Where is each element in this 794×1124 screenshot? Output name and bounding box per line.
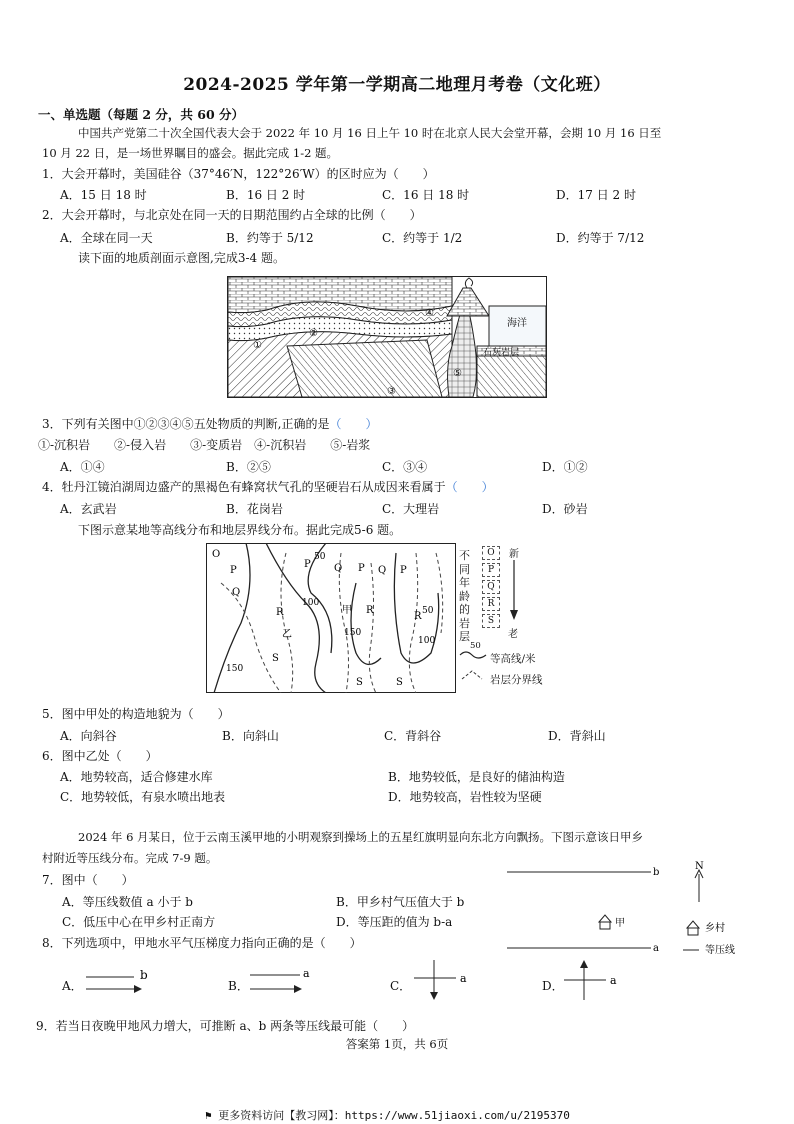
contour-label-50-1: 50 [314, 552, 326, 562]
question-9-stem: 9．若当日夜晚甲地风力增大，可推断 a、b 两条等压线最可能（ ） [36, 1019, 415, 1033]
point-jia-label: 甲 [615, 918, 625, 929]
question-6-stem: 6．图中乙处（ ） [42, 749, 158, 763]
legend-village-label: 乡村 [705, 923, 725, 934]
option-d-label-a: a [610, 974, 617, 987]
legend-age-arrow [509, 560, 519, 622]
legend-contour-text: 等高线/米 [490, 653, 536, 665]
map-layer-Q-1: Q [232, 587, 241, 598]
map-layer-P-1: P [230, 565, 237, 576]
map-layer-R-3: R [414, 611, 422, 622]
contour-label-100-2: 100 [418, 636, 436, 646]
intro-paragraph-2: 读下面的地质剖面示意图,完成3-4 题。 [78, 251, 285, 265]
legend-strata-column: O P Q R S [482, 546, 500, 628]
marker-1: ① [253, 340, 262, 351]
question-7-option-c[interactable]: C．低压中心在甲乡村正南方 [62, 915, 216, 929]
map-layer-S-2: S [356, 677, 363, 688]
legend-vertical-label: 不 同 年 龄 的 岩 层 [459, 549, 470, 643]
map-layer-P-2: P [304, 559, 311, 570]
map-layer-P-4: P [400, 565, 407, 576]
contour-label-50-2: 50 [422, 606, 434, 616]
intro-paragraph-4: 2024 年 6 月某日，位于云南玉溪甲地的小明观察到操场上的五星红旗明显向东北方向飘扬。下图示意该日甲乡 [78, 830, 644, 844]
question-4-option-c[interactable]: C．大理岩 [382, 502, 440, 516]
map-layer-Q-2: Q [334, 563, 343, 574]
question-2-stem: 2．大会开幕时，与北京处在同一天的日期范围约占全球的比例（ ） [42, 208, 422, 222]
geologic-section-figure [227, 276, 547, 398]
question-2-option-b[interactable]: B．约等于 5/12 [226, 231, 314, 245]
marker-4: ④ [425, 308, 434, 319]
question-4-option-d[interactable]: D．砂岩 [542, 502, 588, 516]
map-point-yi: 乙 [282, 629, 292, 640]
option-b-diagram [246, 965, 318, 995]
question-3-option-c[interactable]: C．③④ [382, 460, 428, 474]
contour-label-100-1: 100 [302, 598, 320, 608]
question-4-option-b[interactable]: B．花岗岩 [226, 502, 283, 516]
legend-isobar-label: 等压线 [705, 945, 735, 956]
page-title: 2024-2025 学年第一学期高二地理月考卷（文化班） [183, 75, 611, 95]
question-6-option-b[interactable]: B．地势较低，是良好的储油构造 [388, 770, 565, 784]
option-d-diagram [562, 956, 622, 1004]
intro-paragraph-4-cont: 村附近等压线分布。完成 7-9 题。 [42, 851, 218, 865]
map-layer-R-1: R [276, 607, 284, 618]
legend-symbols [458, 645, 488, 685]
question-6-option-c[interactable]: C．地势较低，有泉水喷出地表 [60, 790, 226, 804]
map-layer-Q-3: Q [378, 565, 387, 576]
question-8-option-c[interactable]: C． [390, 979, 412, 993]
map-point-jia: 甲 [342, 605, 352, 616]
question-4-stem: 4．牡丹江镜泊湖周边盛产的黑褐色有蜂窝状气孔的坚硬岩石从成因来看属于（ ） [42, 480, 494, 494]
question-7-option-d[interactable]: D．等压距的值为 b-a [336, 915, 453, 929]
question-1-option-c[interactable]: C．16 日 18 时 [382, 188, 470, 202]
question-6-option-a[interactable]: A．地势较高，适合修建水库 [60, 770, 213, 784]
question-7-stem: 7．图中（ ） [42, 873, 134, 887]
question-3-list: ①-沉积岩 ②-侵入岩 ③-变质岩 ④-沉积岩 ⑤-岩浆 [38, 438, 371, 452]
question-5-option-a[interactable]: A．向斜谷 [60, 729, 117, 743]
question-5-option-c[interactable]: C．背斜谷 [384, 729, 442, 743]
isobar-figure [505, 860, 755, 960]
option-c-label-a: a [460, 972, 467, 985]
question-1-stem: 1．大会开幕时，美国硅谷（37°46′N，122°26′W）的区时应为（ ） [42, 167, 435, 181]
option-a-label-b: b [140, 968, 148, 982]
contour-label-150-1: 150 [344, 628, 362, 638]
question-8-option-a[interactable]: A． [62, 979, 83, 993]
question-3-option-b[interactable]: B．②⑤ [226, 460, 271, 474]
isobar-label-b: b [653, 867, 660, 878]
question-4-option-a[interactable]: A．玄武岩 [60, 502, 117, 516]
question-1-option-b[interactable]: B．16 日 2 时 [226, 188, 306, 202]
question-2-option-a[interactable]: A．全球在同一天 [60, 231, 153, 245]
option-c-diagram [412, 958, 472, 1004]
marker-5: ⑤ [453, 368, 462, 379]
legend-old-label: 老 [508, 629, 518, 640]
page-number: 答案第 1页，共 6页 [345, 1037, 449, 1051]
marker-2: ② [309, 328, 318, 339]
flag-icon: ⚑ [205, 1109, 219, 1122]
north-label: N [695, 861, 704, 872]
map-layer-P-3: P [358, 563, 365, 574]
question-8-option-d[interactable]: D． [542, 979, 564, 993]
intro-paragraph-1: 中国共产党第二十次全国代表大会于 2022 年 10 月 16 日上午 10 时在北京人民大会堂开幕，会期 10 月 16 日至 [78, 126, 662, 140]
map-layer-O: O [212, 549, 221, 560]
isobar-label-a: a [653, 943, 659, 954]
legend-new-label: 新 [509, 549, 519, 560]
question-7-option-a[interactable]: A．等压线数值 a 小于 b [62, 895, 193, 909]
limestone-label: 石灰岩层 [483, 348, 520, 358]
intro-paragraph-3: 下图示意某地等高线分布和地层界线分布。据此完成5-6 题。 [78, 523, 402, 537]
question-1-option-d[interactable]: D．17 日 2 时 [556, 188, 636, 202]
question-7-option-b[interactable]: B．甲乡村气压值大于 b [336, 895, 465, 909]
question-5-stem: 5．图中甲处的构造地貌为（ ） [42, 707, 230, 721]
question-6-option-d[interactable]: D．地势较高，岩性较为坚硬 [388, 790, 542, 804]
contour-label-150-2: 150 [226, 664, 244, 674]
option-b-label-a: a [303, 967, 310, 980]
footer-link[interactable]: ⚑ 更多资料访问【教习网】：https://www.51jiaoxi.com/u/2195370 [205, 1109, 570, 1122]
section-heading: 一、单选题（每题 2 分，共 60 分） [38, 107, 245, 122]
map-layer-R-2: R [366, 605, 374, 616]
legend-boundary-text: 岩层分界线 [490, 674, 543, 686]
question-3-stem: 3．下列有关图中①②③④⑤五处物质的判断,正确的是（ ） [42, 417, 378, 431]
map-layer-S-3: S [396, 677, 403, 688]
question-1-option-a[interactable]: A．15 日 18 时 [60, 188, 147, 202]
intro-paragraph-1-cont: 10 月 22 日，是一场世界瞩目的盛会。据此完成 1-2 题。 [42, 146, 339, 160]
ocean-label: 海洋 [507, 318, 527, 329]
map-layer-S-1: S [272, 653, 279, 664]
marker-3: ③ [387, 386, 396, 397]
question-5-option-b[interactable]: B．向斜山 [222, 729, 279, 743]
question-2-option-c[interactable]: C．约等于 1/2 [382, 231, 463, 245]
question-3-option-a[interactable]: A．①④ [60, 460, 105, 474]
question-2-option-d[interactable]: D．约等于 7/12 [556, 231, 645, 245]
question-8-stem: 8．下列选项中，甲地水平气压梯度力指向正确的是（ ） [42, 936, 362, 950]
option-a-diagram [84, 965, 156, 995]
contour-strata-map [206, 543, 456, 693]
legend-contour-value: 50 [470, 641, 481, 651]
question-3-option-d[interactable]: D．①② [542, 460, 588, 474]
question-8-option-b[interactable]: B． [228, 979, 249, 993]
question-5-option-d[interactable]: D．背斜山 [548, 729, 606, 743]
